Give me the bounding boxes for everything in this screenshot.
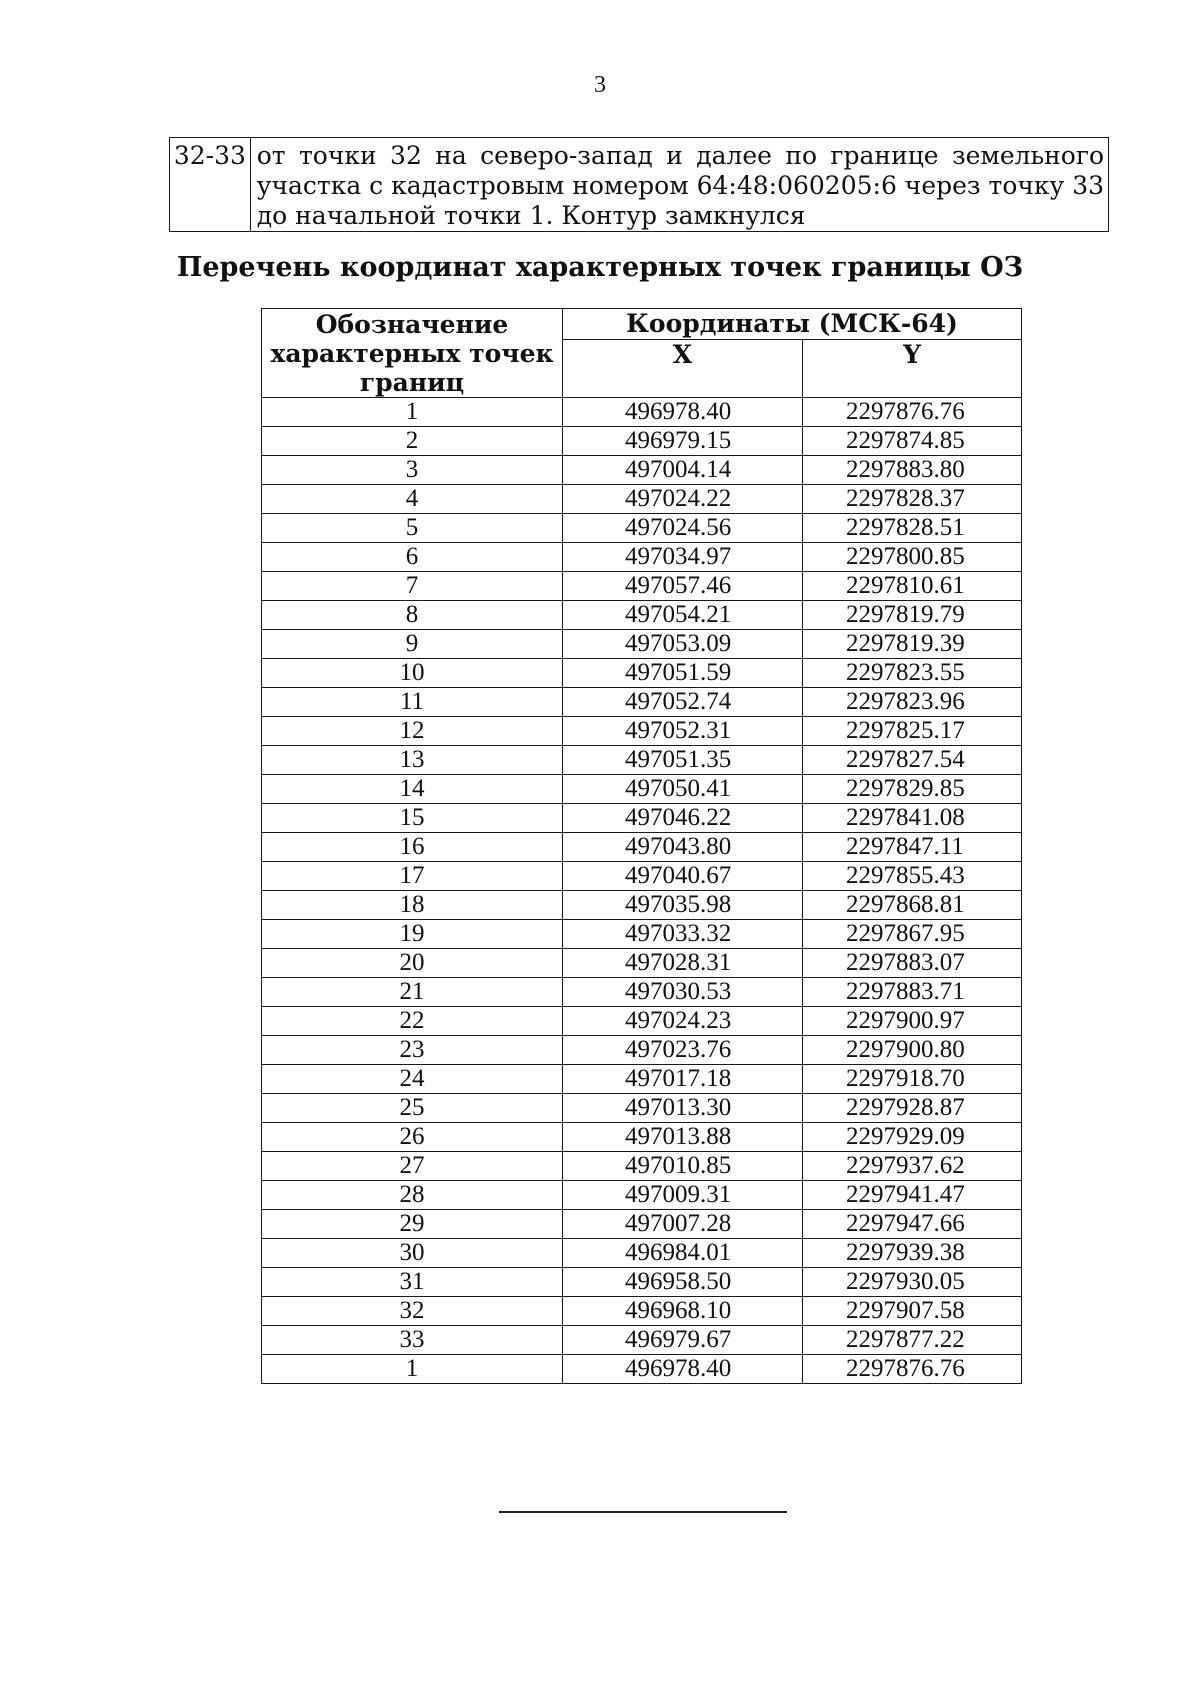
table-row xyxy=(262,572,1022,601)
table-row xyxy=(262,456,1022,485)
point-cell: 14 xyxy=(262,775,563,804)
point-cell: 29 xyxy=(262,1210,563,1239)
point-cell: 20 xyxy=(262,949,563,978)
table-row xyxy=(262,1036,1022,1065)
point-cell: 18 xyxy=(262,891,563,920)
coordinates-table xyxy=(261,308,1022,1384)
point-cell: 23 xyxy=(262,1036,563,1065)
point-cell: 26 xyxy=(262,1123,563,1152)
y-cell: 2297941.47 xyxy=(803,1181,1022,1210)
x-cell: 497050.41 xyxy=(563,775,803,804)
table-row xyxy=(262,514,1022,543)
point-cell: 9 xyxy=(262,630,563,659)
table-row xyxy=(262,1326,1022,1355)
point-cell: 15 xyxy=(262,804,563,833)
y-cell: 2297939.38 xyxy=(803,1239,1022,1268)
y-cell: 2297947.66 xyxy=(803,1210,1022,1239)
table-row xyxy=(262,862,1022,891)
y-cell: 2297874.85 xyxy=(803,427,1022,456)
y-cell: 2297819.79 xyxy=(803,601,1022,630)
x-cell: 497034.97 xyxy=(563,543,803,572)
point-cell: 27 xyxy=(262,1152,563,1181)
point-cell: 10 xyxy=(262,659,563,688)
point-cell: 2 xyxy=(262,427,563,456)
point-cell: 17 xyxy=(262,862,563,891)
x-cell: 497051.59 xyxy=(563,659,803,688)
x-cell: 496984.01 xyxy=(563,1239,803,1268)
table-row xyxy=(262,485,1022,514)
y-cell: 2297929.09 xyxy=(803,1123,1022,1152)
description-row xyxy=(170,138,1109,232)
x-cell: 497007.28 xyxy=(563,1210,803,1239)
point-cell: 21 xyxy=(262,978,563,1007)
x-cell: 497009.31 xyxy=(563,1181,803,1210)
y-cell: 2297823.96 xyxy=(803,688,1022,717)
table-row xyxy=(262,1297,1022,1326)
y-cell: 2297900.80 xyxy=(803,1036,1022,1065)
x-cell: 497057.46 xyxy=(563,572,803,601)
x-cell: 497013.88 xyxy=(563,1123,803,1152)
x-cell: 497035.98 xyxy=(563,891,803,920)
table-row xyxy=(262,1065,1022,1094)
description-line-1: от точки 32 на северо-запад и далее по границе земельного xyxy=(256,141,1104,170)
x-cell: 497033.32 xyxy=(563,920,803,949)
point-cell: 1 xyxy=(262,398,563,427)
table-row xyxy=(262,978,1022,1007)
point-cell: 16 xyxy=(262,833,563,862)
point-cell: 33 xyxy=(262,1326,563,1355)
table-row xyxy=(262,1239,1022,1268)
segment-cell: 32-33 xyxy=(170,138,251,232)
y-cell: 2297841.08 xyxy=(803,804,1022,833)
y-cell: 2297823.55 xyxy=(803,659,1022,688)
x-cell: 497024.23 xyxy=(563,1007,803,1036)
point-cell: 4 xyxy=(262,485,563,514)
y-cell: 2297829.85 xyxy=(803,775,1022,804)
table-row xyxy=(262,659,1022,688)
point-cell: 11 xyxy=(262,688,563,717)
table-row xyxy=(262,1268,1022,1297)
y-cell: 2297930.05 xyxy=(803,1268,1022,1297)
table-row xyxy=(262,1094,1022,1123)
y-cell: 2297800.85 xyxy=(803,543,1022,572)
table-row xyxy=(262,1152,1022,1181)
y-cell: 2297876.76 xyxy=(803,1355,1022,1384)
table-row xyxy=(262,775,1022,804)
coordinates-table-body xyxy=(262,398,1022,1384)
x-cell: 497004.14 xyxy=(563,456,803,485)
x-cell: 497028.31 xyxy=(563,949,803,978)
point-cell: 6 xyxy=(262,543,563,572)
description-cell xyxy=(250,138,1108,232)
point-cell: 25 xyxy=(262,1094,563,1123)
x-cell: 497043.80 xyxy=(563,833,803,862)
table-row xyxy=(262,891,1022,920)
x-cell: 496978.40 xyxy=(563,398,803,427)
x-cell: 497054.21 xyxy=(563,601,803,630)
y-cell: 2297825.17 xyxy=(803,717,1022,746)
point-cell: 12 xyxy=(262,717,563,746)
table-row xyxy=(262,630,1022,659)
table-row xyxy=(262,1123,1022,1152)
header-coordinates: Координаты (МСК-64) xyxy=(563,309,1022,340)
coordinates-list-title: Перечень координат характерных точек границы ОЗ xyxy=(176,252,1024,283)
x-cell: 496979.15 xyxy=(563,427,803,456)
x-cell: 497024.22 xyxy=(563,485,803,514)
x-cell: 497017.18 xyxy=(563,1065,803,1094)
point-cell: 28 xyxy=(262,1181,563,1210)
table-row xyxy=(262,688,1022,717)
x-cell: 497052.74 xyxy=(563,688,803,717)
x-cell: 497010.85 xyxy=(563,1152,803,1181)
point-cell: 24 xyxy=(262,1065,563,1094)
point-cell: 1 xyxy=(262,1355,563,1384)
y-cell: 2297810.61 xyxy=(803,572,1022,601)
y-cell: 2297828.37 xyxy=(803,485,1022,514)
boundary-description-table xyxy=(169,137,1109,232)
x-cell: 497024.56 xyxy=(563,514,803,543)
table-row xyxy=(262,398,1022,427)
x-cell: 497013.30 xyxy=(563,1094,803,1123)
point-cell: 32 xyxy=(262,1297,563,1326)
y-cell: 2297876.76 xyxy=(803,398,1022,427)
table-row xyxy=(262,746,1022,775)
point-cell: 13 xyxy=(262,746,563,775)
y-cell: 2297907.58 xyxy=(803,1297,1022,1326)
point-cell: 5 xyxy=(262,514,563,543)
header-x: X xyxy=(563,339,803,397)
x-cell: 496979.67 xyxy=(563,1326,803,1355)
end-divider xyxy=(499,1511,787,1513)
y-cell: 2297918.70 xyxy=(803,1065,1022,1094)
x-cell: 496978.40 xyxy=(563,1355,803,1384)
table-row xyxy=(262,717,1022,746)
y-cell: 2297928.87 xyxy=(803,1094,1022,1123)
table-row xyxy=(262,833,1022,862)
x-cell: 496958.50 xyxy=(563,1268,803,1297)
y-cell: 2297877.22 xyxy=(803,1326,1022,1355)
y-cell: 2297827.54 xyxy=(803,746,1022,775)
point-cell: 31 xyxy=(262,1268,563,1297)
y-cell: 2297900.97 xyxy=(803,1007,1022,1036)
table-row xyxy=(262,1355,1022,1384)
point-cell: 30 xyxy=(262,1239,563,1268)
table-row xyxy=(262,601,1022,630)
x-cell: 497030.53 xyxy=(563,978,803,1007)
page-number: 3 xyxy=(594,72,606,98)
x-cell: 497023.76 xyxy=(563,1036,803,1065)
table-row xyxy=(262,543,1022,572)
header-point-label: Обозначение характерных точек границ xyxy=(262,309,563,398)
point-cell: 19 xyxy=(262,920,563,949)
x-cell: 497040.67 xyxy=(563,862,803,891)
header-row xyxy=(262,309,1022,340)
point-cell: 22 xyxy=(262,1007,563,1036)
y-cell: 2297937.62 xyxy=(803,1152,1022,1181)
y-cell: 2297847.11 xyxy=(803,833,1022,862)
description-line-3: до начальной точки 1. Контур замкнулся xyxy=(256,201,806,230)
y-cell: 2297828.51 xyxy=(803,514,1022,543)
x-cell: 497053.09 xyxy=(563,630,803,659)
y-cell: 2297819.39 xyxy=(803,630,1022,659)
y-cell: 2297855.43 xyxy=(803,862,1022,891)
description-line-2: участка с кадастровым номером 64:48:060205:6 через точку 33 xyxy=(256,171,1104,200)
table-row xyxy=(262,804,1022,833)
y-cell: 2297883.71 xyxy=(803,978,1022,1007)
x-cell: 497046.22 xyxy=(563,804,803,833)
point-cell: 7 xyxy=(262,572,563,601)
header-y: Y xyxy=(803,339,1022,397)
point-cell: 3 xyxy=(262,456,563,485)
y-cell: 2297883.80 xyxy=(803,456,1022,485)
table-row xyxy=(262,427,1022,456)
table-row xyxy=(262,920,1022,949)
table-row xyxy=(262,1007,1022,1036)
x-cell: 497052.31 xyxy=(563,717,803,746)
table-row xyxy=(262,949,1022,978)
table-row xyxy=(262,1181,1022,1210)
y-cell: 2297883.07 xyxy=(803,949,1022,978)
y-cell: 2297867.95 xyxy=(803,920,1022,949)
table-row xyxy=(262,1210,1022,1239)
x-cell: 496968.10 xyxy=(563,1297,803,1326)
y-cell: 2297868.81 xyxy=(803,891,1022,920)
point-cell: 8 xyxy=(262,601,563,630)
x-cell: 497051.35 xyxy=(563,746,803,775)
